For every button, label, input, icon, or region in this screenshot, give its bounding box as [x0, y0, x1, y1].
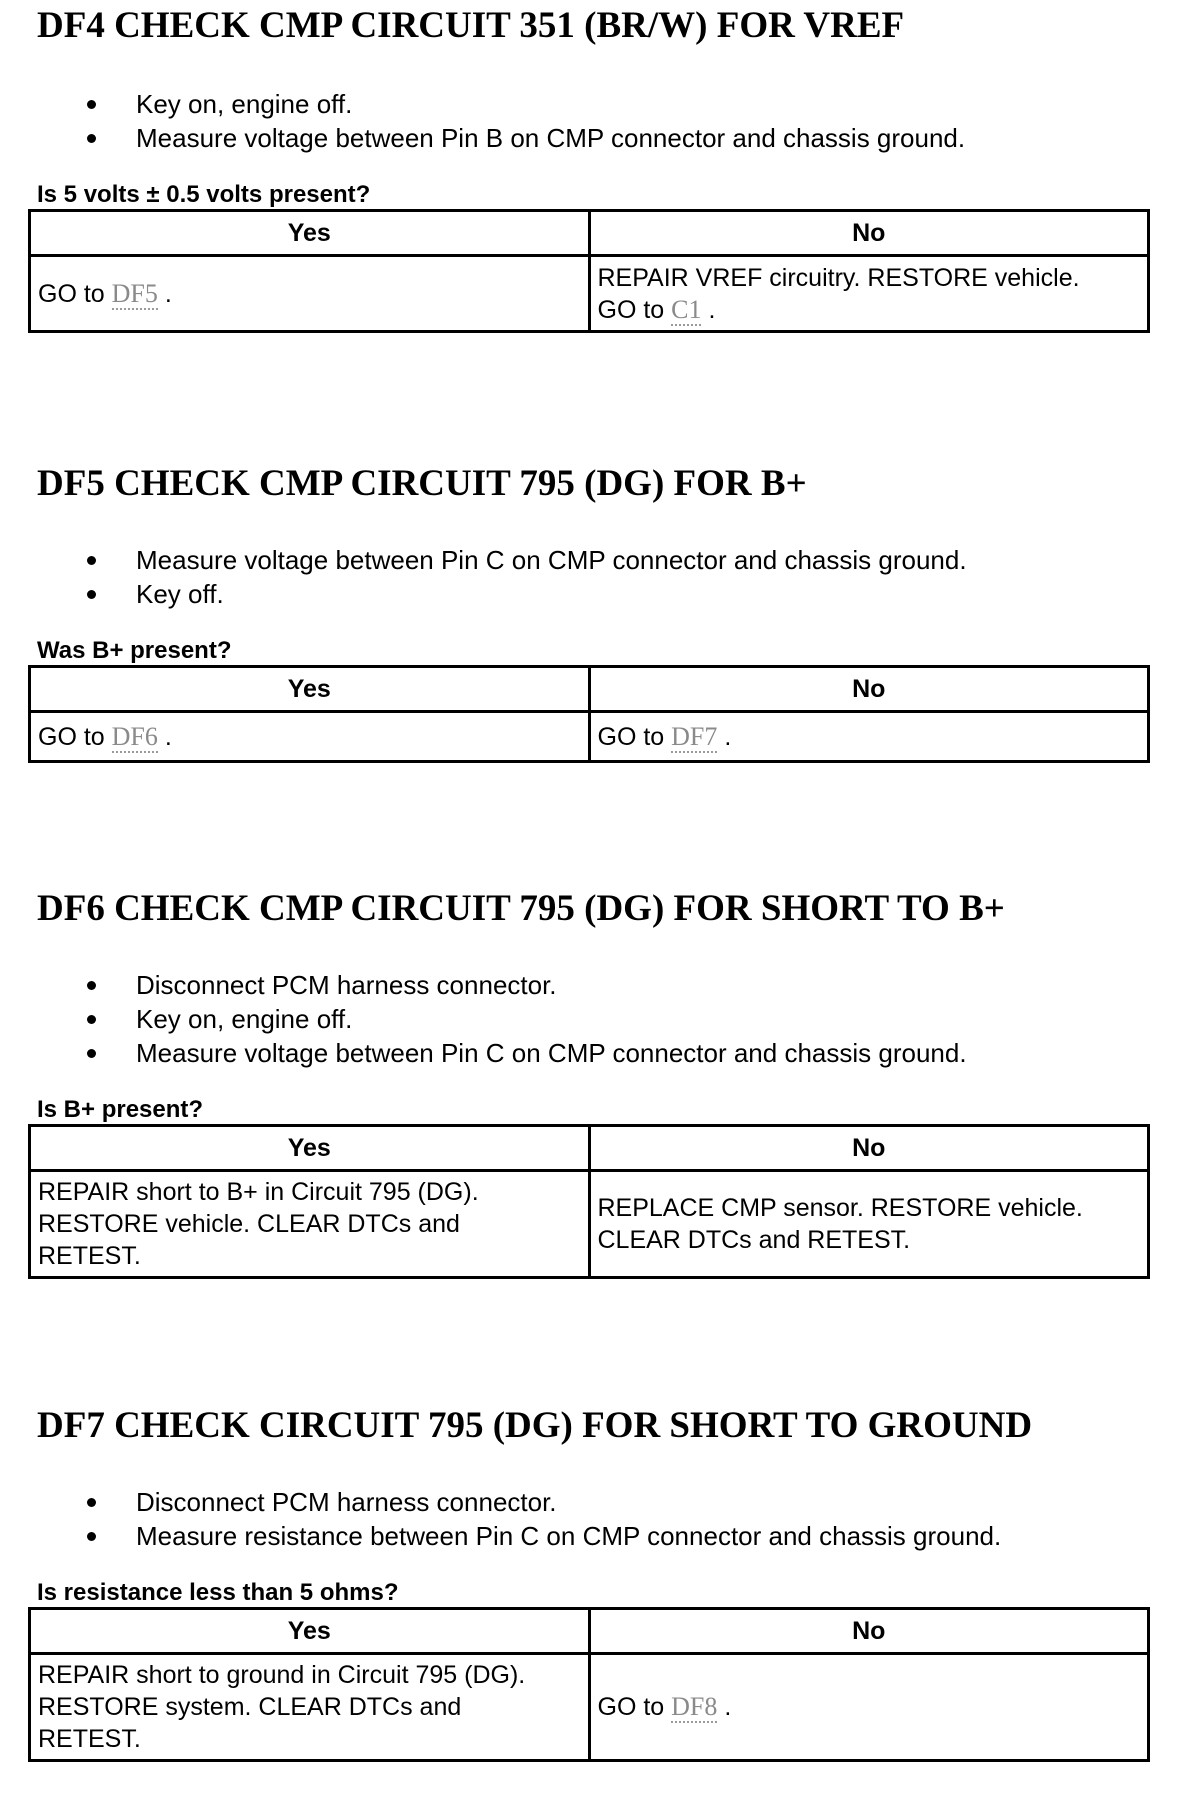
step-df6: [28, 887, 1150, 1279]
table-header-row: [30, 667, 1149, 712]
no-cell: REPLACE CMP sensor. RESTORE vehicle. CLEAR DTCs and RETEST.: [589, 1171, 1149, 1278]
yes-header: Yes: [30, 667, 590, 712]
yes-cell: REPAIR short to ground in Circuit 795 (DG). RESTORE system. CLEAR DTCs and RETEST.: [30, 1654, 590, 1761]
step-title: DF5 CHECK CMP CIRCUIT 795 (DG) FOR B+: [37, 463, 807, 504]
no-header: No: [589, 1126, 1149, 1171]
table-header-row: [30, 1609, 1149, 1654]
no-header: No: [589, 667, 1149, 712]
answer-table: [28, 1607, 1150, 1762]
step-df4: [28, 4, 1150, 333]
bullet-icon: [87, 590, 96, 599]
bullet-icon: [87, 134, 96, 143]
question: Is 5 volts ± 0.5 volts present?: [37, 181, 371, 208]
goto-link-df6[interactable]: DF6: [111, 721, 158, 751]
question: Is B+ present?: [37, 1096, 204, 1123]
step-df7: [28, 1404, 1150, 1762]
instruction-item: Measure resistance between Pin C on CMP connector and chassis ground.: [28, 1519, 1150, 1553]
bullet-icon: [87, 1049, 96, 1058]
instruction-item: Measure voltage between Pin C on CMP connector and chassis ground.: [28, 1036, 1150, 1070]
goto-link-df8[interactable]: DF8: [671, 1692, 718, 1721]
instruction-list: [28, 1485, 1150, 1553]
yes-header: Yes: [30, 1126, 590, 1171]
bullet-icon: [87, 981, 96, 990]
table-header-row: [30, 211, 1149, 256]
bullet-icon: [87, 1532, 96, 1541]
table-row: [30, 1654, 1149, 1761]
yes-header: Yes: [30, 211, 590, 256]
table-row: [30, 256, 1149, 332]
step-title: DF4 CHECK CMP CIRCUIT 351 (BR/W) FOR VREF: [37, 5, 905, 46]
instruction-item: Disconnect PCM harness connector.: [28, 1485, 1150, 1519]
goto-link-df5[interactable]: DF5: [111, 278, 158, 308]
table-row: [30, 1171, 1149, 1278]
goto-link-c1[interactable]: C1: [671, 294, 702, 324]
goto-link-df7[interactable]: DF7: [671, 721, 718, 751]
table-row: [30, 712, 1149, 762]
no-header: No: [589, 1609, 1149, 1654]
step-title: DF6 CHECK CMP CIRCUIT 795 (DG) FOR SHORT TO B+: [37, 888, 1005, 929]
instruction-item: Key off.: [28, 577, 1150, 611]
answer-table: [28, 209, 1150, 333]
bullet-icon: [87, 1015, 96, 1024]
yes-cell: GO to DF6 .: [30, 712, 590, 762]
instruction-list: [28, 87, 1150, 155]
question: Is resistance less than 5 ohms?: [37, 1579, 399, 1606]
yes-cell: GO to DF5 .: [30, 256, 590, 332]
question: Was B+ present?: [37, 637, 232, 664]
bullet-icon: [87, 100, 96, 109]
no-cell: REPAIR VREF circuitry. RESTORE vehicle. GO to C1 .: [589, 256, 1149, 332]
bullet-icon: [87, 1498, 96, 1507]
instruction-item: Measure voltage between Pin C on CMP connector and chassis ground.: [28, 543, 1150, 577]
instruction-item: Disconnect PCM harness connector.: [28, 968, 1150, 1002]
table-header-row: [30, 1126, 1149, 1171]
no-header: No: [589, 211, 1149, 256]
instruction-item: Key on, engine off.: [28, 1002, 1150, 1036]
instruction-item: Key on, engine off.: [28, 87, 1150, 121]
instruction-item: Measure voltage between Pin B on CMP connector and chassis ground.: [28, 121, 1150, 155]
step-df5: [28, 462, 1150, 763]
answer-table: [28, 1124, 1150, 1279]
no-cell: GO to DF7 .: [589, 712, 1149, 762]
instruction-list: [28, 968, 1150, 1070]
answer-table: [28, 665, 1150, 763]
bullet-icon: [87, 556, 96, 565]
yes-cell: REPAIR short to B+ in Circuit 795 (DG). RESTORE vehicle. CLEAR DTCs and RETEST.: [30, 1171, 590, 1278]
no-cell: GO to DF8 .: [589, 1654, 1149, 1761]
step-title: DF7 CHECK CIRCUIT 795 (DG) FOR SHORT TO GROUND: [37, 1405, 1033, 1446]
yes-header: Yes: [30, 1609, 590, 1654]
instruction-list: [28, 543, 1150, 611]
